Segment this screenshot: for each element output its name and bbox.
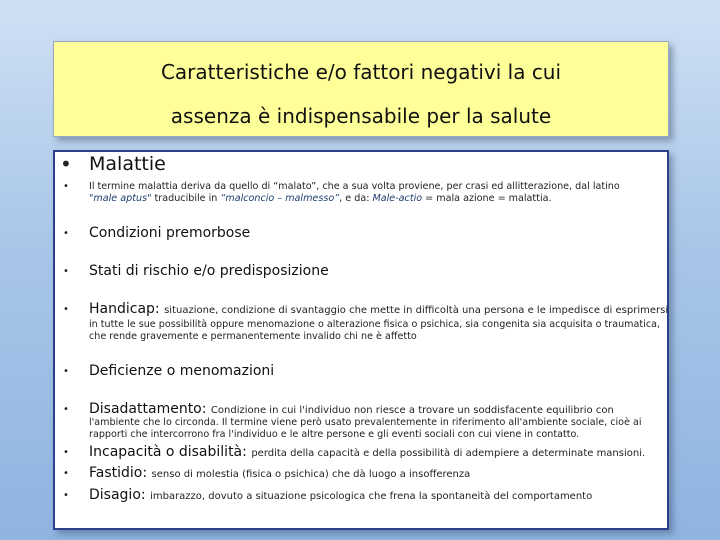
disadattamento-desc-rest: l'ambiente che lo circonda. Il termine viene però usato prevalentemente in riferimento all'ambiente sociale, cioè ai rapporti che intercorrono fra l'individuo e le altre persone e gli eventi sociali con cui viene in contatto. xyxy=(89,417,642,440)
heading-malattie: Malattie xyxy=(89,153,166,175)
title-line-1: Caratteristiche e/o fattori negativi la cui xyxy=(160,60,562,84)
malattie-desc-end: = mala azione = malattia. xyxy=(422,192,552,204)
separator: : xyxy=(140,487,151,503)
heading-handicap: Handicap xyxy=(89,301,155,317)
bullet: • xyxy=(63,468,69,479)
bullet: • xyxy=(63,181,69,192)
bullet: • xyxy=(63,490,69,501)
separator: : xyxy=(242,444,252,460)
incapacita-desc: perdita della capacità e della possibilità di adempiere a determinate mansioni. xyxy=(251,448,646,459)
separator: : xyxy=(154,301,165,317)
heading-disagio-line xyxy=(89,487,592,503)
heading-handicap-line xyxy=(89,301,668,317)
disadattamento-desc-first: Condizione in cui l'individuo non riesce a trovare un soddisfacente equilibrio con xyxy=(210,405,614,416)
heading-incapacita-line xyxy=(89,444,645,460)
heading-incapacita: Incapacità o disabilità xyxy=(89,444,243,460)
heading-disagio: Disagio xyxy=(89,487,141,503)
disagio-desc: imbarazzo, dovuto a situazione psicologica che frena la spontaneità del comportamento xyxy=(150,491,593,502)
malattie-description xyxy=(89,181,661,204)
malattie-desc-text: , e da: xyxy=(339,192,373,204)
heading-disadattamento: Disadattamento xyxy=(89,401,202,417)
title-box xyxy=(53,41,669,137)
heading-fastidio: Fastidio xyxy=(89,465,143,481)
malattie-desc-line-1: Il termine malattia deriva da quello di “malato”, che a sua volta proviene, per crasi ed allitterazione, dal latino xyxy=(89,181,620,192)
malattie-desc-latin: "male aptus" xyxy=(89,192,152,204)
handicap-desc-rest: in tutte le sue possibilità oppure menomazione o alterazione fisica o psichica, sia congenita sia acquisita o traumatica, che rende gravemente e permanentemente invalido chi ne è affetto xyxy=(89,319,661,342)
bullet: • xyxy=(60,152,72,176)
heading-condizioni: Condizioni premorbose xyxy=(89,225,251,241)
title-line-2: assenza è indispensabile per la salute xyxy=(170,104,552,128)
fastidio-desc: senso di molestia (fisica o psichica) che dà luogo a insofferenza xyxy=(151,469,471,480)
bullet: • xyxy=(63,304,69,315)
separator: : xyxy=(201,401,211,417)
separator: : xyxy=(142,465,152,481)
malattie-desc-translation: “malconcio – malmesso” xyxy=(220,192,340,204)
heading-deficienze: Deficienze o menomazioni xyxy=(89,363,275,379)
bullet: • xyxy=(63,404,69,415)
bullet: • xyxy=(63,266,69,277)
bullet: • xyxy=(63,366,69,377)
bullet: • xyxy=(63,228,69,239)
heading-disadattamento-line xyxy=(89,401,614,417)
handicap-desc-first: situazione, condizione di svantaggio che mette in difficoltà una persona e le impedisce di esprimersi xyxy=(164,305,669,316)
heading-stati: Stati di rischio e/o predisposizione xyxy=(89,263,329,279)
heading-fastidio-line xyxy=(89,465,470,481)
malattie-desc-text: traducibile in xyxy=(151,192,221,204)
content-box xyxy=(53,150,669,530)
bullet: • xyxy=(63,447,69,458)
malattie-desc-male-actio: Male-actio xyxy=(372,192,423,204)
